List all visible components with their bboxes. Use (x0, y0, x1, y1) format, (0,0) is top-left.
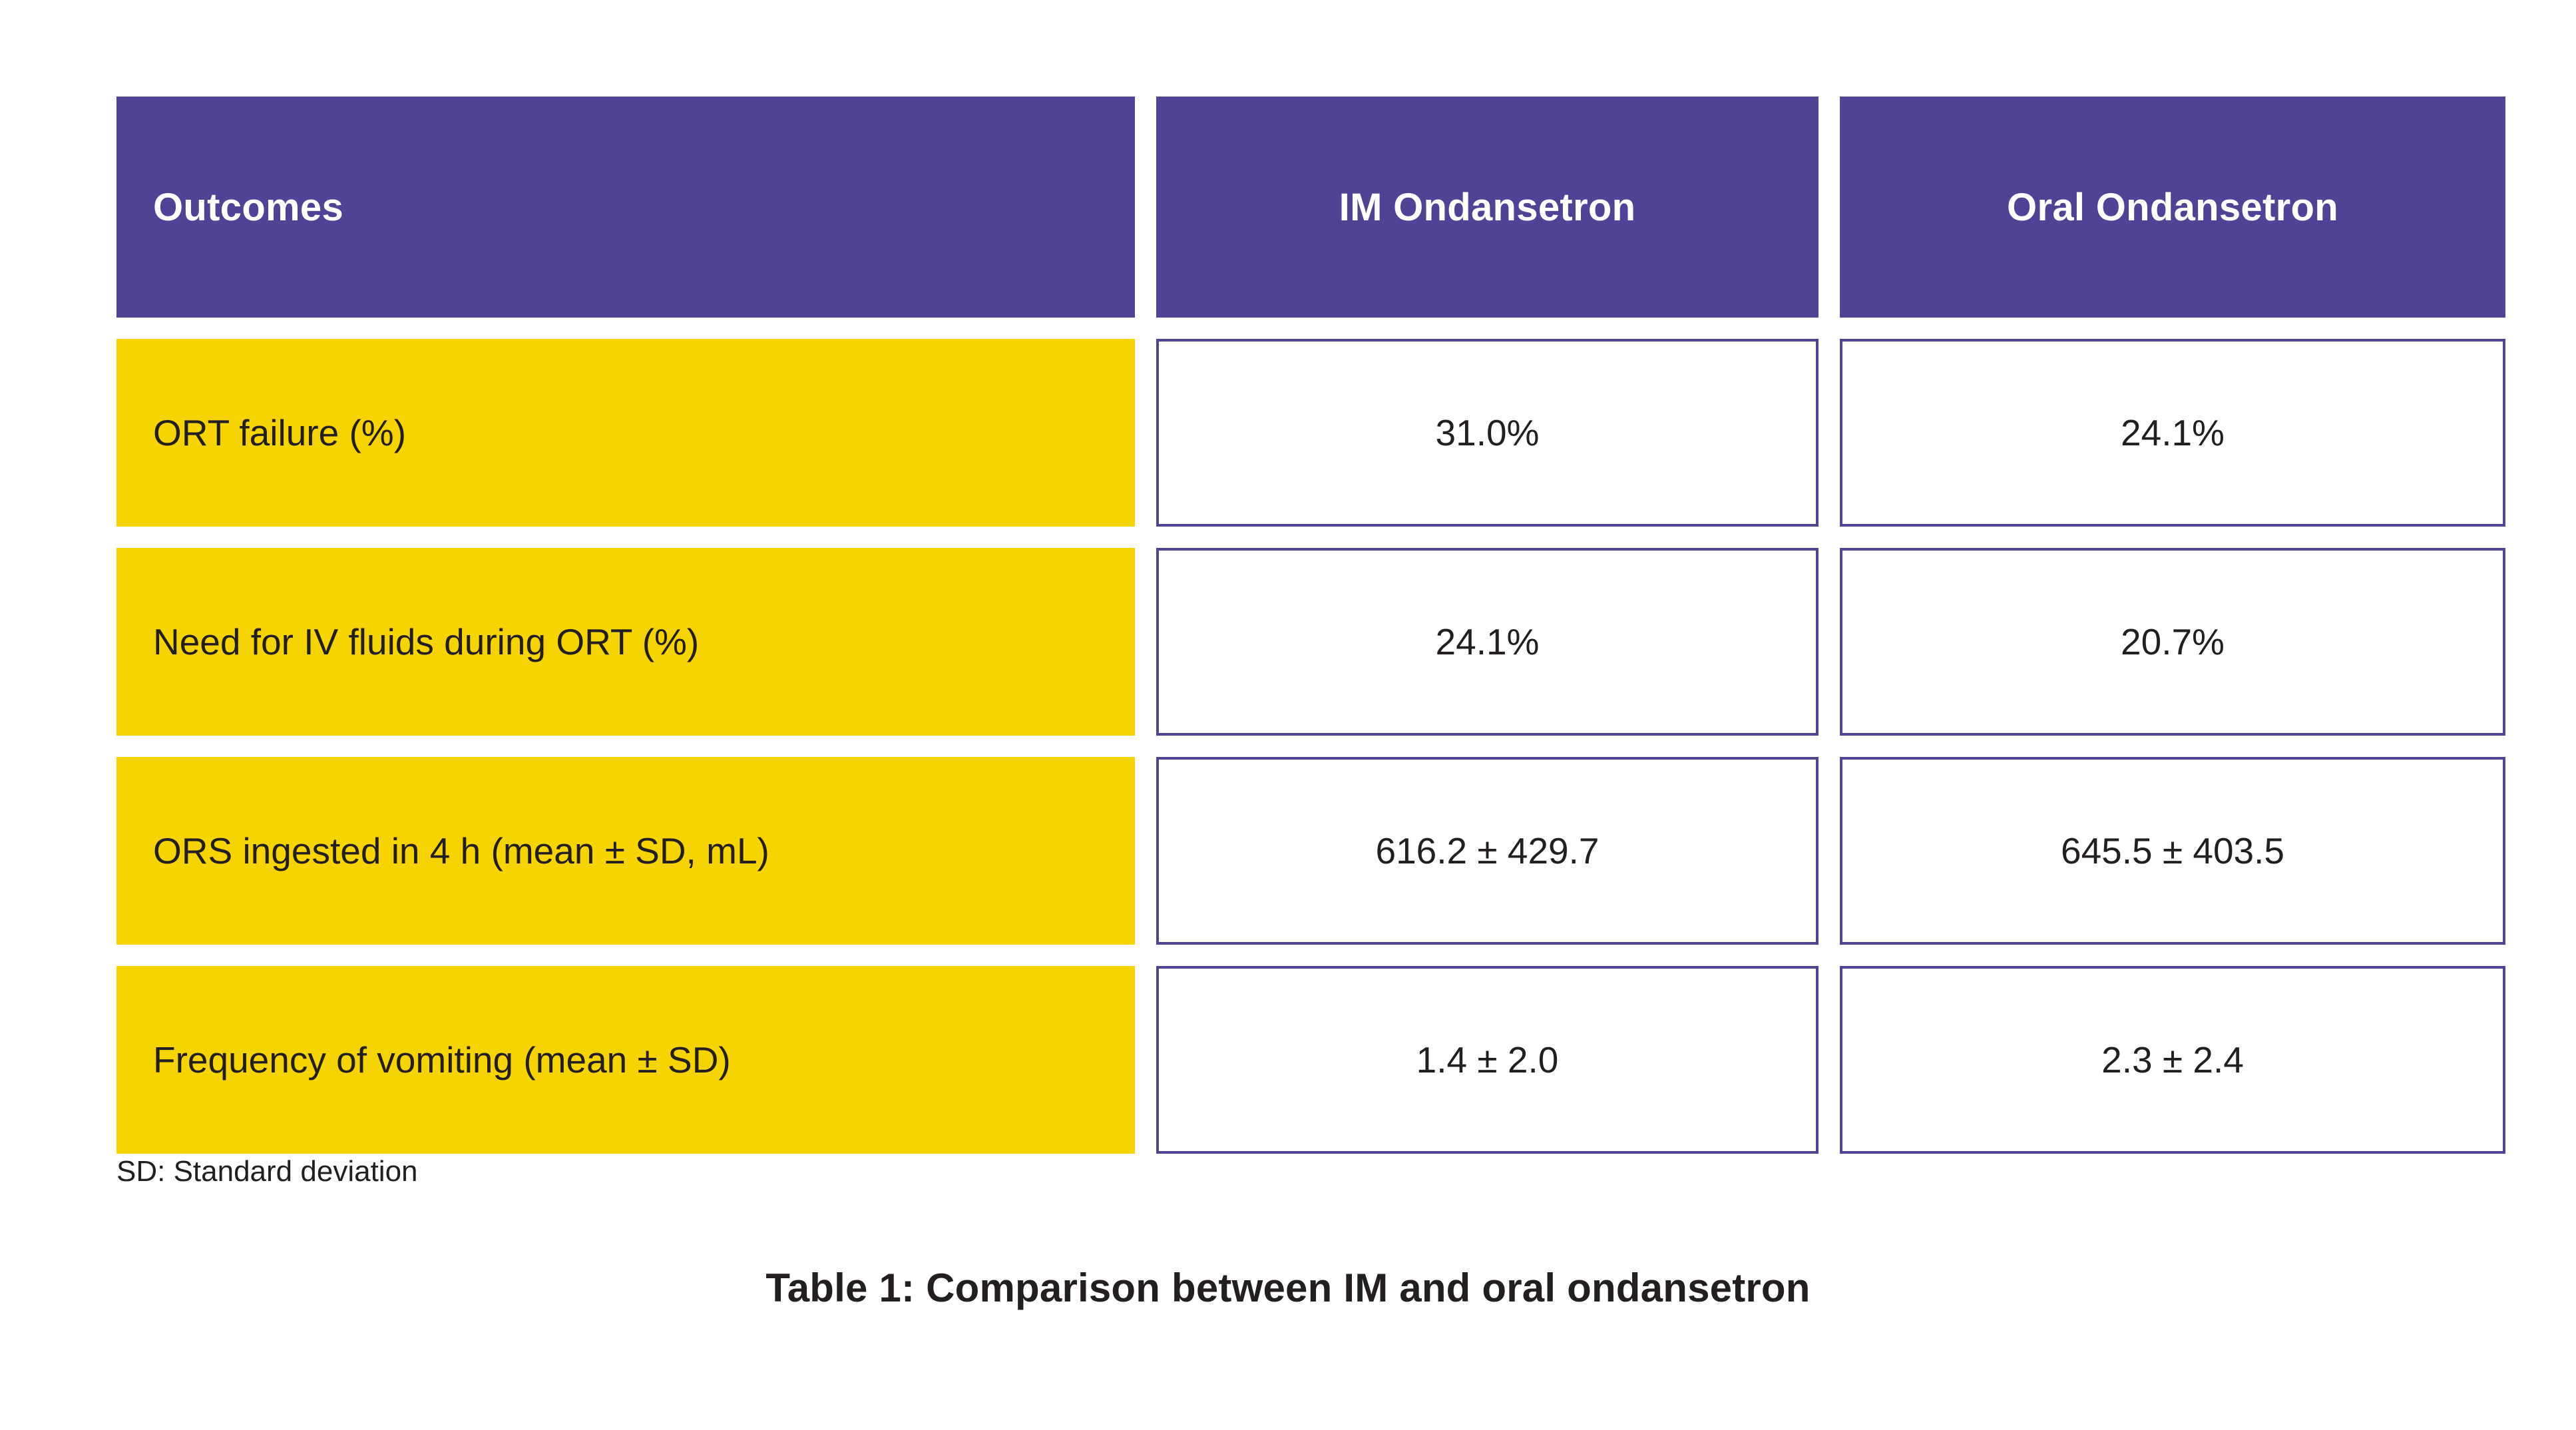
column-spacer (1135, 966, 1156, 1154)
row-spacer-cell (116, 318, 1135, 339)
row-spacer-cell (1156, 945, 1819, 966)
row-spacer (116, 945, 2505, 966)
table-footnote: SD: Standard deviation (116, 1155, 418, 1188)
column-spacer (1135, 757, 1156, 945)
row-spacer (116, 527, 2505, 548)
row-spacer-cell (1819, 527, 1840, 548)
table-row (116, 548, 2505, 736)
row-spacer-cell (116, 945, 1135, 966)
row-spacer-cell (1135, 736, 1156, 757)
column-spacer (1819, 339, 1840, 527)
row-spacer-cell (1819, 945, 1840, 966)
row-spacer-cell (1819, 736, 1840, 757)
row-label: Frequency of vomiting (mean ± SD) (116, 966, 1135, 1154)
row-value-oral: 20.7% (1840, 548, 2505, 736)
row-spacer-cell (1156, 527, 1819, 548)
row-value-im: 24.1% (1156, 548, 1819, 736)
row-spacer-cell (1840, 318, 2505, 339)
column-spacer (1819, 97, 1840, 318)
row-value-im: 616.2 ± 429.7 (1156, 757, 1819, 945)
row-label: ORT failure (%) (116, 339, 1135, 527)
table-row (116, 757, 2505, 945)
table-row (116, 966, 2505, 1154)
row-spacer (116, 318, 2505, 339)
column-header-outcomes: Outcomes (116, 97, 1135, 318)
row-spacer-cell (116, 736, 1135, 757)
row-value-oral: 2.3 ± 2.4 (1840, 966, 2505, 1154)
row-spacer-cell (116, 527, 1135, 548)
column-spacer (1135, 548, 1156, 736)
row-value-oral: 645.5 ± 403.5 (1840, 757, 2505, 945)
table-header-row (116, 97, 2505, 318)
column-spacer (1135, 97, 1156, 318)
row-spacer-cell (1840, 527, 2505, 548)
column-spacer (1135, 339, 1156, 527)
column-spacer (1819, 548, 1840, 736)
row-spacer-cell (1135, 945, 1156, 966)
row-spacer-cell (1156, 318, 1819, 339)
column-header-im-ondansetron: IM Ondansetron (1156, 97, 1819, 318)
table-caption: Table 1: Comparison between IM and oral ondansetron (765, 1266, 1811, 1310)
row-spacer (116, 736, 2505, 757)
row-spacer-cell (1135, 527, 1156, 548)
row-value-oral: 24.1% (1840, 339, 2505, 527)
row-spacer-cell (1840, 945, 2505, 966)
column-spacer (1819, 757, 1840, 945)
row-label: ORS ingested in 4 h (mean ± SD, mL) (116, 757, 1135, 945)
row-spacer-cell (1135, 318, 1156, 339)
row-spacer-cell (1156, 736, 1819, 757)
row-value-im: 1.4 ± 2.0 (1156, 966, 1819, 1154)
comparison-table (116, 97, 2505, 1154)
column-spacer (1819, 966, 1840, 1154)
table-row (116, 339, 2505, 527)
row-label: Need for IV fluids during ORT (%) (116, 548, 1135, 736)
column-header-oral-ondansetron: Oral Ondansetron (1840, 97, 2505, 318)
comparison-table-container (116, 97, 2499, 1154)
row-spacer-cell (1840, 736, 2505, 757)
row-spacer-cell (1819, 318, 1840, 339)
row-value-im: 31.0% (1156, 339, 1819, 527)
